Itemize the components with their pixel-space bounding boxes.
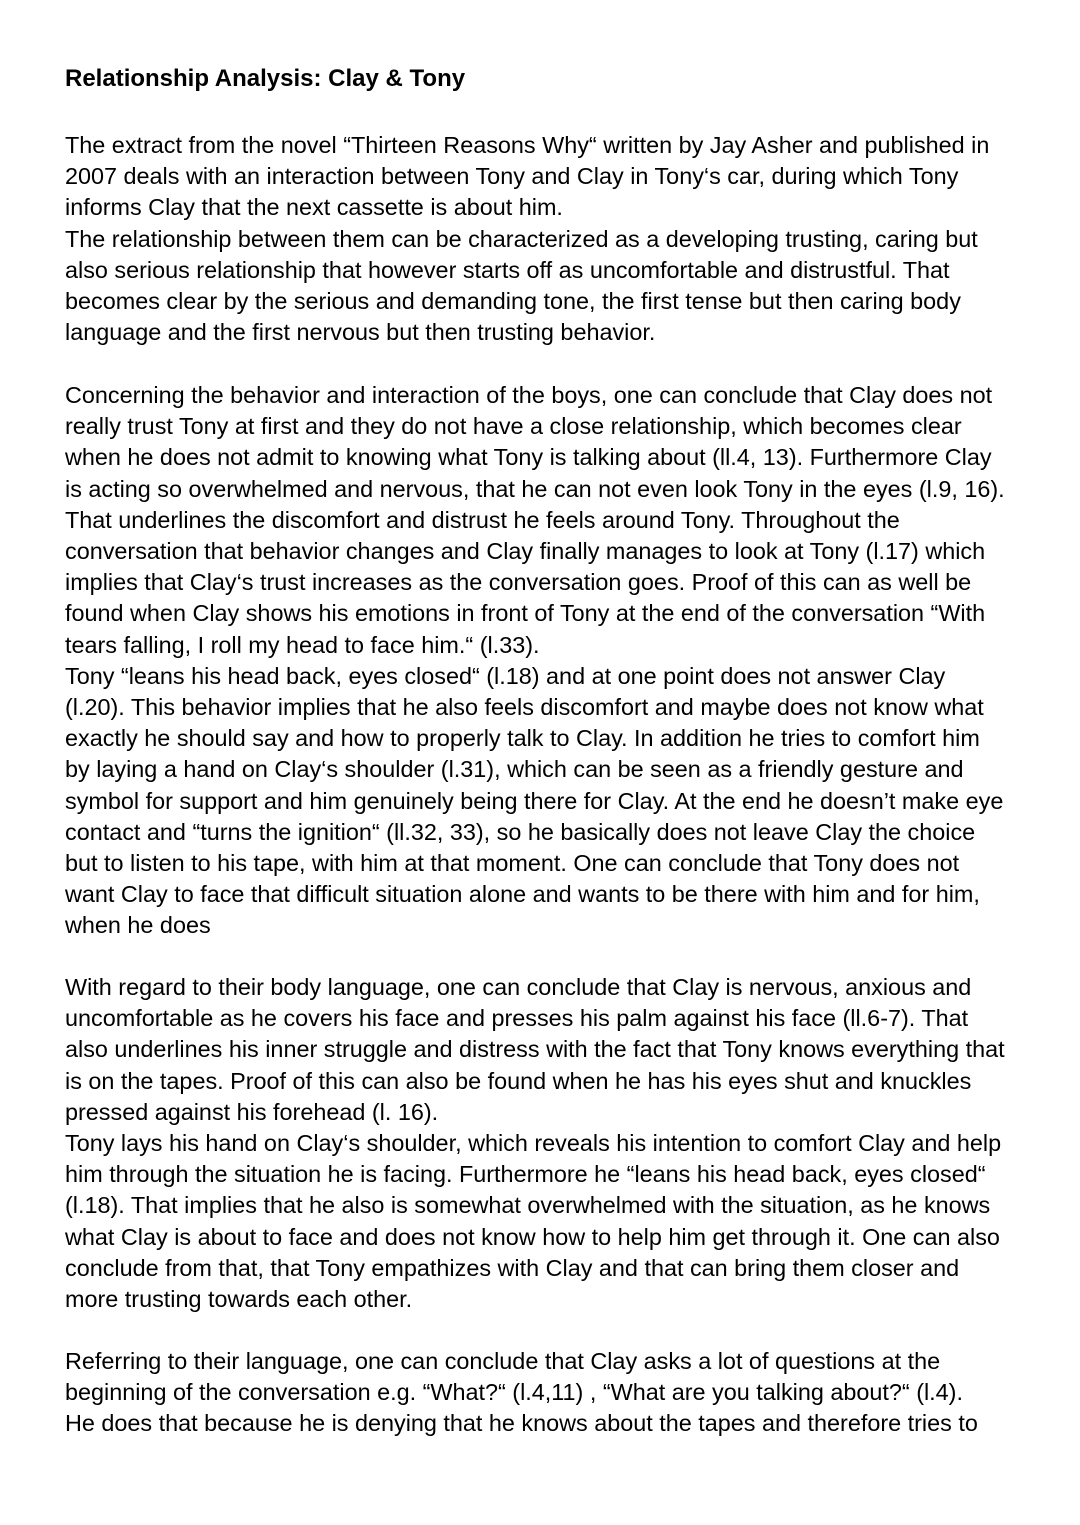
- text-line: when he does: [65, 912, 211, 939]
- text-line: Tony lays his hand on Clay‘s shoulder, which reveals his intention to comfort Clay and help: [65, 1130, 1002, 1157]
- text-line: him through the situation he is facing. Furthermore he “leans his head back, eyes closed“: [65, 1161, 986, 1188]
- document-title: Relationship Analysis: Clay & Tony: [65, 65, 466, 92]
- text-line: The extract from the novel “Thirteen Reasons Why“ written by Jay Asher and published in: [65, 132, 990, 158]
- text-line: becomes clear by the serious and demanding tone, the first tense but then caring body: [65, 288, 961, 315]
- paragraph-behavior: [65, 380, 1025, 942]
- text-line: He does that because he is denying that he knows about the tapes and therefore tries to: [65, 1410, 978, 1437]
- text-line: That underlines the discomfort and distrust he feels around Tony. Throughout the: [65, 506, 900, 533]
- text-line: language and the first nervous but then trusting behavior.: [65, 319, 656, 346]
- text-line: (l.18). That implies that he also is somewhat overwhelmed with the situation, as he knows: [65, 1192, 991, 1219]
- text-line: exactly he should say and how to properly talk to Clay. In addition he tries to comfort him: [65, 725, 980, 752]
- text-line: contact and “turns the ignition“ (ll.32, 33), so he basically does not leave Clay the choice: [65, 818, 976, 845]
- text-line: want Clay to face that difficult situation alone and wants to be there with him and for him,: [65, 881, 980, 908]
- text-line: informs Clay that the next cassette is about him.: [65, 194, 563, 221]
- text-line: 2007 deals with an interaction between Tony and Clay in Tony‘s car, during which Tony: [65, 163, 959, 190]
- text-line: really trust Tony at first and they do not have a close relationship, which becomes clear: [65, 413, 962, 440]
- paragraph-language: [65, 1346, 1025, 1440]
- text-line: uncomfortable as he covers his face and presses his palm against his face (ll.6-7). That: [65, 1005, 969, 1032]
- text-line: Tony “leans his head back, eyes closed“ (l.18) and at one point does not answer Clay: [65, 662, 946, 689]
- text-line: but to listen to his tape, with him at that moment. One can conclude that Tony does not: [65, 850, 960, 877]
- text-line: what Clay is about to face and does not know how to help him get through it. One can also: [65, 1223, 1000, 1250]
- text-line: Referring to their language, one can conclude that Clay asks a lot of questions at the: [65, 1348, 941, 1374]
- text-line: With regard to their body language, one can conclude that Clay is nervous, anxious and: [65, 974, 972, 1000]
- text-line: tears falling, I roll my head to face him.“ (l.33).: [65, 631, 540, 658]
- text-line: found when Clay shows his emotions in front of Tony at the end of the conversation “With: [65, 600, 986, 627]
- text-line: is on the tapes. Proof of this can also be found when he has his eyes shut and knuckles: [65, 1067, 972, 1094]
- paragraph-introduction: [65, 130, 1025, 348]
- text-line: symbol for support and him genuinely being there for Clay. At the end he doesn’t make eye: [65, 787, 1004, 814]
- text-line: more trusting towards each other.: [65, 1286, 413, 1313]
- text-line: when he does not admit to knowing what Tony is talking about (ll.4, 13). Furthermore Clay: [65, 444, 992, 471]
- text-line: is acting so overwhelmed and nervous, that he can not even look Tony in the eyes (l.9, 16).: [65, 475, 1005, 502]
- text-line: pressed against his forehead (l. 16).: [65, 1098, 439, 1125]
- text-line: conversation that behavior changes and Clay finally manages to look at Tony (l.17) which: [65, 538, 986, 565]
- text-line: The relationship between them can be characterized as a developing trusting, caring but: [65, 225, 978, 252]
- paragraph-body-language: [65, 972, 1025, 1315]
- text-line: also serious relationship that however starts off as uncomfortable and distrustful. That: [65, 256, 950, 283]
- text-line: Concerning the behavior and interaction of the boys, one can conclude that Clay does not: [65, 382, 993, 408]
- text-line: conclude from that, that Tony empathizes with Clay and that can bring them closer and: [65, 1254, 960, 1281]
- text-line: by laying a hand on Clay‘s shoulder (l.31), which can be seen as a friendly gesture and: [65, 756, 964, 783]
- text-line: implies that Clay‘s trust increases as the conversation goes. Proof of this can as well be: [65, 569, 972, 596]
- text-line: beginning of the conversation e.g. “What?“ (l.4,11) , “What are you talking about?“ (l.4).: [65, 1379, 963, 1406]
- text-line: (l.20). This behavior implies that he also feels discomfort and maybe does not know what: [65, 694, 984, 721]
- text-line: also underlines his inner struggle and distress with the fact that Tony knows everything that: [65, 1036, 1005, 1063]
